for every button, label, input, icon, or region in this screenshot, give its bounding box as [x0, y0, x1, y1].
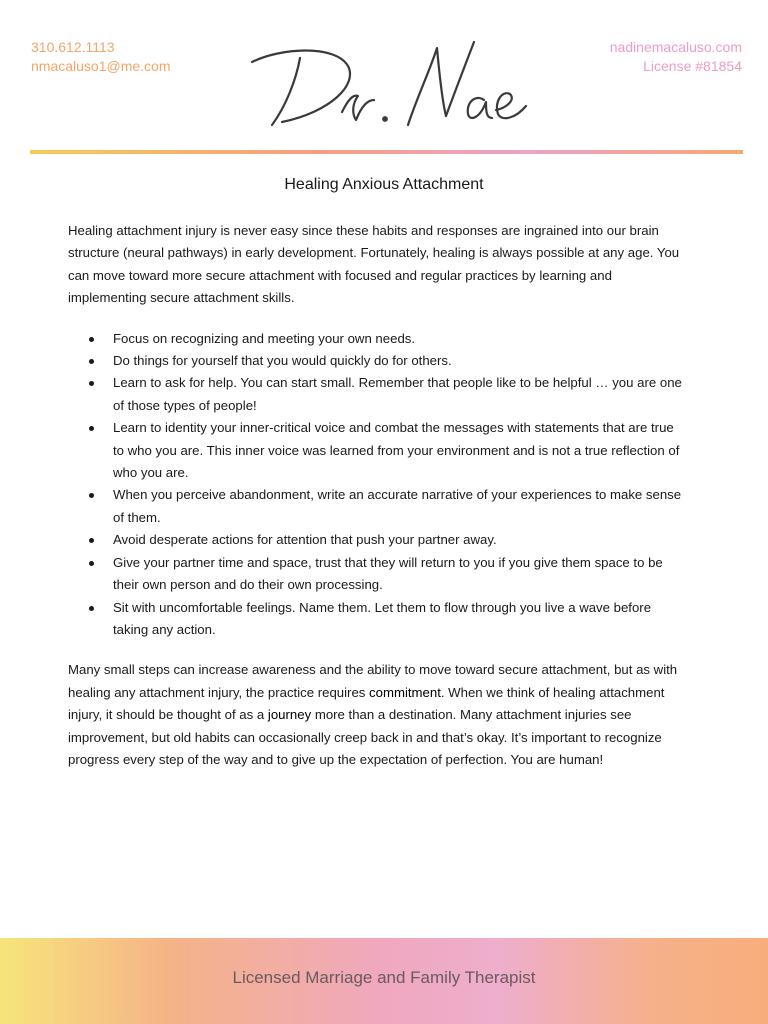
- list-item: Do things for yourself that you would quickly do for others.: [68, 350, 688, 372]
- list-item: Learn to ask for help. You can start small. Remember that people like to be helpful … you are one of those types of people!: [68, 372, 688, 417]
- document-title: Healing Anxious Attachment: [284, 176, 484, 193]
- footer-tagline: Licensed Marriage and Family Therapist: [232, 968, 536, 987]
- footer-band: [0, 938, 768, 1024]
- list-item: Give your partner time and space, trust that they will return to you if you give them space to be their own person and do their own processing.: [68, 552, 688, 597]
- email-address[interactable]: nmacaluso1@me.com: [31, 58, 171, 74]
- logo: [240, 30, 530, 140]
- bullet-icon: [89, 493, 94, 498]
- list-item: Learn to identity your inner-critical voice and combat the messages with statements that are true to who you are. This inner voice was learned from your environment and is not a true reflection of who you are.: [68, 417, 688, 484]
- bullet-icon: [89, 606, 94, 611]
- bullet-icon: [89, 381, 94, 386]
- contact-left: [31, 38, 171, 76]
- license-number: License #81854: [643, 58, 742, 74]
- emphasis-journey: journey: [267, 707, 312, 723]
- logo-signature-icon: [240, 30, 530, 140]
- header-divider: [30, 150, 743, 154]
- contact-right: [610, 38, 742, 76]
- tips-list: [68, 328, 688, 642]
- letterhead-header: [0, 0, 768, 160]
- list-item: Avoid desperate actions for attention that push your partner away.: [68, 529, 688, 551]
- closing-paragraph: Many small steps can increase awareness and the ability to move toward secure attachment, but as with healing any attachment injury, the practice requires commitment. When we think of healing attachment injury, it should be thought of as a journey more than a destination. Many attachment injuries see improvement, but old habits can occasionally creep back in and that’s okay. It’s important to recognize progress every step of the way and to give up the expectation of perfection. You are human!: [68, 662, 678, 767]
- document-body: [68, 220, 688, 771]
- list-item: Sit with uncomfortable feelings. Name them. Let them to flow through you live a wave before taking any action.: [68, 597, 688, 642]
- phone-number[interactable]: 310.612.1113: [31, 39, 115, 55]
- website-link[interactable]: nadinemacaluso.com: [609, 39, 742, 55]
- bullet-icon: [89, 337, 94, 342]
- emphasis-commitment: commitment: [369, 684, 441, 700]
- bullet-icon: [89, 426, 94, 431]
- intro-paragraph: Healing attachment injury is never easy since these habits and responses are ingrained into our brain structure (neural pathways) in early development. Fortunately, healing is always possible at any age. You can move toward more secure attachment with focused and regular practices by learning and implementing secure attachment skills.: [68, 223, 680, 306]
- bullet-icon: [89, 561, 94, 566]
- list-item: When you perceive abandonment, write an accurate narrative of your experiences to make sense of them.: [68, 484, 688, 529]
- bullet-icon: [89, 359, 94, 364]
- bullet-icon: [89, 538, 94, 543]
- list-item: Focus on recognizing and meeting your own needs.: [68, 328, 688, 350]
